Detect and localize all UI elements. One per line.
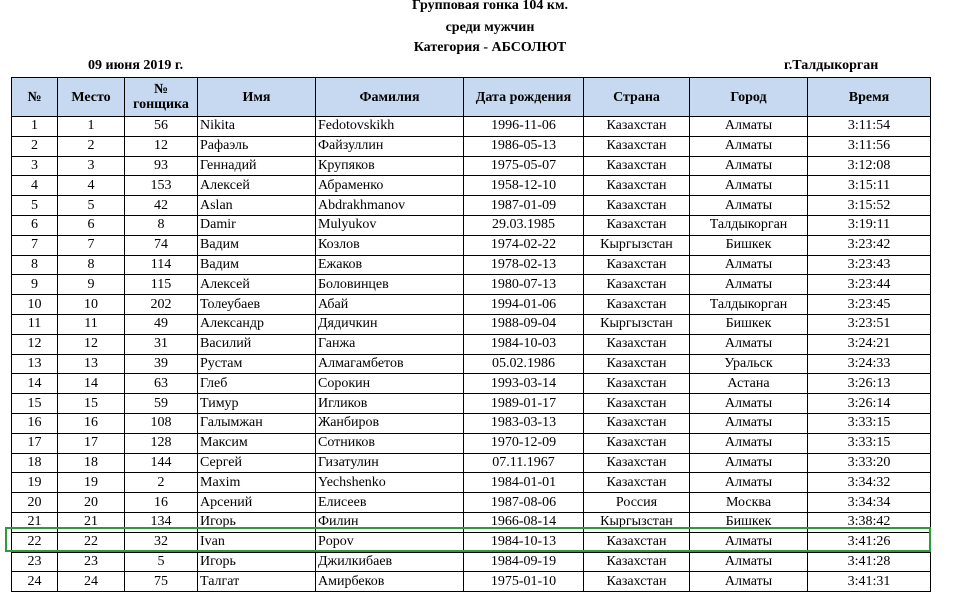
cell-num: 22 xyxy=(12,532,58,552)
cell-last-name: Дядичкин xyxy=(316,314,464,334)
cell-country: Казахстан xyxy=(584,394,690,414)
table-row xyxy=(12,255,931,275)
cell-first-name: Тимур xyxy=(198,394,316,414)
cell-first-name: Maxim xyxy=(198,473,316,493)
results-body xyxy=(12,117,931,592)
cell-last-name: Елисеев xyxy=(316,493,464,513)
cell-country: Казахстан xyxy=(584,117,690,137)
cell-birth-date: 1987-01-09 xyxy=(464,196,584,216)
cell-city: Алматы xyxy=(690,255,808,275)
cell-last-name: Fedotovskikh xyxy=(316,117,464,137)
cell-first-name: Сергей xyxy=(198,453,316,473)
table-header-row xyxy=(12,78,931,117)
cell-country: Казахстан xyxy=(584,196,690,216)
col-header-place: Место xyxy=(58,78,125,117)
cell-country: Казахстан xyxy=(584,215,690,235)
cell-country: Казахстан xyxy=(584,176,690,196)
cell-place: 12 xyxy=(58,334,125,354)
cell-time: 3:23:45 xyxy=(808,295,931,315)
cell-birth-date: 1988-09-04 xyxy=(464,314,584,334)
cell-place: 10 xyxy=(58,295,125,315)
cell-num: 8 xyxy=(12,255,58,275)
cell-city: Алматы xyxy=(690,394,808,414)
cell-time: 3:33:20 xyxy=(808,453,931,473)
cell-first-name: Aslan xyxy=(198,196,316,216)
race-category: Категория - АБСОЛЮТ xyxy=(413,40,567,55)
col-header-country: Страна xyxy=(584,78,690,117)
cell-time: 3:24:21 xyxy=(808,334,931,354)
cell-birth-date: 1984-09-19 xyxy=(464,552,584,572)
cell-country: Кыргызстан xyxy=(584,512,690,532)
cell-num: 19 xyxy=(12,473,58,493)
cell-rider-num: 108 xyxy=(125,413,198,433)
cell-last-name: Абраменко xyxy=(316,176,464,196)
cell-first-name: Вадим xyxy=(198,235,316,255)
cell-city: Астана xyxy=(690,374,808,394)
cell-rider-num: 153 xyxy=(125,176,198,196)
cell-birth-date: 1983-03-13 xyxy=(464,413,584,433)
table-row xyxy=(12,156,931,176)
cell-last-name: Крупяков xyxy=(316,156,464,176)
cell-time: 3:23:42 xyxy=(808,235,931,255)
cell-birth-date: 1978-02-13 xyxy=(464,255,584,275)
cell-place: 4 xyxy=(58,176,125,196)
table-row xyxy=(12,334,931,354)
cell-num: 11 xyxy=(12,314,58,334)
cell-num: 23 xyxy=(12,552,58,572)
cell-country: Казахстан xyxy=(584,374,690,394)
cell-place: 8 xyxy=(58,255,125,275)
cell-city: Москва xyxy=(690,493,808,513)
cell-last-name: Абай xyxy=(316,295,464,315)
cell-rider-num: 8 xyxy=(125,215,198,235)
cell-num: 9 xyxy=(12,275,58,295)
cell-birth-date: 1996-11-06 xyxy=(464,117,584,137)
cell-rider-num: 128 xyxy=(125,433,198,453)
col-header-time: Время xyxy=(808,78,931,117)
table-row xyxy=(12,136,931,156)
cell-time: 3:23:43 xyxy=(808,255,931,275)
cell-first-name: Damir xyxy=(198,215,316,235)
cell-first-name: Геннадий xyxy=(198,156,316,176)
cell-time: 3:26:13 xyxy=(808,374,931,394)
cell-first-name: Рустам xyxy=(198,354,316,374)
cell-num: 12 xyxy=(12,334,58,354)
cell-city: Уральск xyxy=(690,354,808,374)
cell-time: 3:34:32 xyxy=(808,473,931,493)
table-row xyxy=(12,394,931,414)
cell-first-name: Максим xyxy=(198,433,316,453)
cell-last-name: Ежаков xyxy=(316,255,464,275)
cell-city: Алматы xyxy=(690,473,808,493)
cell-place: 20 xyxy=(58,493,125,513)
cell-country: Казахстан xyxy=(584,334,690,354)
cell-place: 11 xyxy=(58,314,125,334)
cell-time: 3:34:34 xyxy=(808,493,931,513)
cell-country: Казахстан xyxy=(584,295,690,315)
cell-birth-date: 1975-01-10 xyxy=(464,572,584,592)
cell-city: Алматы xyxy=(690,136,808,156)
cell-place: 19 xyxy=(58,473,125,493)
cell-place: 6 xyxy=(58,215,125,235)
table-row xyxy=(12,235,931,255)
cell-city: Алматы xyxy=(690,532,808,552)
cell-first-name: Галымжан xyxy=(198,413,316,433)
table-row xyxy=(12,532,931,552)
cell-rider-num: 93 xyxy=(125,156,198,176)
table-row xyxy=(12,572,931,592)
cell-last-name: Боловинцев xyxy=(316,275,464,295)
cell-num: 1 xyxy=(12,117,58,137)
cell-rider-num: 49 xyxy=(125,314,198,334)
race-title: Групповая гонка 104 км. xyxy=(411,0,569,13)
cell-rider-num: 114 xyxy=(125,255,198,275)
cell-first-name: Вадим xyxy=(198,255,316,275)
cell-city: Бишкек xyxy=(690,512,808,532)
cell-place: 9 xyxy=(58,275,125,295)
cell-rider-num: 115 xyxy=(125,275,198,295)
cell-birth-date: 1984-10-03 xyxy=(464,334,584,354)
cell-birth-date: 1974-02-22 xyxy=(464,235,584,255)
table-row xyxy=(12,176,931,196)
cell-birth-date: 07.11.1967 xyxy=(464,453,584,473)
cell-city: Алматы xyxy=(690,572,808,592)
cell-birth-date: 05.02.1986 xyxy=(464,354,584,374)
table-row xyxy=(12,493,931,513)
cell-rider-num: 39 xyxy=(125,354,198,374)
cell-place: 7 xyxy=(58,235,125,255)
cell-first-name: Глеб xyxy=(198,374,316,394)
col-header-rider-num: № гонщика xyxy=(125,78,198,117)
cell-rider-num: 56 xyxy=(125,117,198,137)
cell-country: Казахстан xyxy=(584,255,690,275)
col-header-birth-date: Дата рождения xyxy=(464,78,584,117)
results-table xyxy=(11,77,931,592)
cell-first-name: Игорь xyxy=(198,512,316,532)
cell-place: 14 xyxy=(58,374,125,394)
cell-country: Кыргызстан xyxy=(584,235,690,255)
cell-place: 2 xyxy=(58,136,125,156)
cell-time: 3:41:26 xyxy=(808,532,931,552)
cell-city: Алматы xyxy=(690,176,808,196)
cell-num: 4 xyxy=(12,176,58,196)
cell-city: Алматы xyxy=(690,552,808,572)
cell-last-name: Филин xyxy=(316,512,464,532)
cell-birth-date: 1980-07-13 xyxy=(464,275,584,295)
cell-birth-date: 1966-08-14 xyxy=(464,512,584,532)
cell-city: Бишкек xyxy=(690,235,808,255)
cell-city: Алматы xyxy=(690,156,808,176)
cell-last-name: Сотников xyxy=(316,433,464,453)
cell-first-name: Александр xyxy=(198,314,316,334)
cell-country: Казахстан xyxy=(584,354,690,374)
cell-place: 1 xyxy=(58,117,125,137)
cell-place: 16 xyxy=(58,413,125,433)
table-row xyxy=(12,473,931,493)
race-subtitle: среди мужчин xyxy=(445,20,535,35)
cell-country: Казахстан xyxy=(584,572,690,592)
table-row xyxy=(12,354,931,374)
cell-birth-date: 1987-08-06 xyxy=(464,493,584,513)
cell-rider-num: 2 xyxy=(125,473,198,493)
cell-last-name: Abdrakhmanov xyxy=(316,196,464,216)
cell-city: Алматы xyxy=(690,413,808,433)
cell-place: 5 xyxy=(58,196,125,216)
cell-rider-num: 31 xyxy=(125,334,198,354)
cell-country: Казахстан xyxy=(584,433,690,453)
cell-rider-num: 202 xyxy=(125,295,198,315)
cell-last-name: Игликов xyxy=(316,394,464,414)
cell-city: Талдыкорган xyxy=(690,295,808,315)
cell-time: 3:24:33 xyxy=(808,354,931,374)
cell-first-name: Толеубаев xyxy=(198,295,316,315)
cell-first-name: Василий xyxy=(198,334,316,354)
cell-first-name: Алексей xyxy=(198,275,316,295)
cell-num: 16 xyxy=(12,413,58,433)
cell-rider-num: 32 xyxy=(125,532,198,552)
cell-birth-date: 29.03.1985 xyxy=(464,215,584,235)
cell-birth-date: 1993-03-14 xyxy=(464,374,584,394)
cell-last-name: Ганжа xyxy=(316,334,464,354)
cell-time: 3:38:42 xyxy=(808,512,931,532)
table-row xyxy=(12,433,931,453)
cell-place: 3 xyxy=(58,156,125,176)
col-header-city: Город xyxy=(690,78,808,117)
cell-num: 21 xyxy=(12,512,58,532)
cell-num: 10 xyxy=(12,295,58,315)
cell-num: 14 xyxy=(12,374,58,394)
cell-time: 3:11:54 xyxy=(808,117,931,137)
cell-city: Бишкек xyxy=(690,314,808,334)
cell-first-name: Игорь xyxy=(198,552,316,572)
table-row xyxy=(12,552,931,572)
cell-place: 24 xyxy=(58,572,125,592)
cell-first-name: Ivan xyxy=(198,532,316,552)
col-header-num: № xyxy=(12,78,58,117)
cell-city: Алматы xyxy=(690,334,808,354)
cell-place: 15 xyxy=(58,394,125,414)
cell-time: 3:33:15 xyxy=(808,433,931,453)
cell-place: 18 xyxy=(58,453,125,473)
cell-birth-date: 1975-05-07 xyxy=(464,156,584,176)
table-row xyxy=(12,453,931,473)
table-row xyxy=(12,295,931,315)
cell-num: 5 xyxy=(12,196,58,216)
cell-last-name: Жанбиров xyxy=(316,413,464,433)
table-row xyxy=(12,374,931,394)
cell-birth-date: 1994-01-06 xyxy=(464,295,584,315)
cell-time: 3:23:51 xyxy=(808,314,931,334)
cell-last-name: Козлов xyxy=(316,235,464,255)
cell-birth-date: 1989-01-17 xyxy=(464,394,584,414)
col-header-last-name: Фамилия xyxy=(316,78,464,117)
cell-num: 13 xyxy=(12,354,58,374)
cell-country: Казахстан xyxy=(584,156,690,176)
race-date: 09 июня 2019 г. xyxy=(88,58,184,73)
cell-last-name: Popov xyxy=(316,532,464,552)
table-row xyxy=(12,196,931,216)
cell-place: 22 xyxy=(58,532,125,552)
table-row xyxy=(12,275,931,295)
cell-time: 3:19:11 xyxy=(808,215,931,235)
cell-country: Казахстан xyxy=(584,532,690,552)
cell-num: 2 xyxy=(12,136,58,156)
cell-rider-num: 42 xyxy=(125,196,198,216)
cell-last-name: Джилкибаев xyxy=(316,552,464,572)
cell-city: Алматы xyxy=(690,433,808,453)
cell-last-name: Файзуллин xyxy=(316,136,464,156)
cell-country: Казахстан xyxy=(584,473,690,493)
cell-first-name: Арсений xyxy=(198,493,316,513)
cell-city: Алматы xyxy=(690,196,808,216)
table-row xyxy=(12,117,931,137)
cell-first-name: Рафаэль xyxy=(198,136,316,156)
cell-time: 3:41:28 xyxy=(808,552,931,572)
cell-last-name: Алмагамбетов xyxy=(316,354,464,374)
cell-rider-num: 5 xyxy=(125,552,198,572)
cell-time: 3:15:11 xyxy=(808,176,931,196)
cell-rider-num: 63 xyxy=(125,374,198,394)
cell-last-name: Mulyukov xyxy=(316,215,464,235)
cell-city: Алматы xyxy=(690,453,808,473)
table-row xyxy=(12,314,931,334)
cell-first-name: Талгат xyxy=(198,572,316,592)
cell-place: 13 xyxy=(58,354,125,374)
cell-last-name: Yechshenko xyxy=(316,473,464,493)
cell-country: Казахстан xyxy=(584,136,690,156)
cell-last-name: Гизатулин xyxy=(316,453,464,473)
cell-num: 18 xyxy=(12,453,58,473)
table-row xyxy=(12,512,931,532)
cell-num: 6 xyxy=(12,215,58,235)
cell-city: Талдыкорган xyxy=(690,215,808,235)
cell-rider-num: 134 xyxy=(125,512,198,532)
cell-last-name: Сорокин xyxy=(316,374,464,394)
cell-place: 23 xyxy=(58,552,125,572)
cell-country: Казахстан xyxy=(584,275,690,295)
col-header-first-name: Имя xyxy=(198,78,316,117)
cell-rider-num: 12 xyxy=(125,136,198,156)
cell-city: Алматы xyxy=(690,117,808,137)
cell-rider-num: 59 xyxy=(125,394,198,414)
cell-rider-num: 144 xyxy=(125,453,198,473)
cell-country: Казахстан xyxy=(584,453,690,473)
cell-time: 3:41:31 xyxy=(808,572,931,592)
cell-time: 3:26:14 xyxy=(808,394,931,414)
cell-num: 17 xyxy=(12,433,58,453)
cell-time: 3:11:56 xyxy=(808,136,931,156)
cell-country: Кыргызстан xyxy=(584,314,690,334)
cell-place: 21 xyxy=(58,512,125,532)
cell-city: Алматы xyxy=(690,275,808,295)
cell-time: 3:33:15 xyxy=(808,413,931,433)
cell-rider-num: 75 xyxy=(125,572,198,592)
cell-place: 17 xyxy=(58,433,125,453)
cell-birth-date: 1986-05-13 xyxy=(464,136,584,156)
cell-birth-date: 1958-12-10 xyxy=(464,176,584,196)
cell-birth-date: 1970-12-09 xyxy=(464,433,584,453)
cell-num: 7 xyxy=(12,235,58,255)
cell-time: 3:15:52 xyxy=(808,196,931,216)
cell-num: 20 xyxy=(12,493,58,513)
cell-country: Россия xyxy=(584,493,690,513)
cell-first-name: Алексей xyxy=(198,176,316,196)
cell-rider-num: 16 xyxy=(125,493,198,513)
cell-time: 3:23:44 xyxy=(808,275,931,295)
cell-birth-date: 1984-10-13 xyxy=(464,532,584,552)
table-row xyxy=(12,413,931,433)
cell-country: Казахстан xyxy=(584,552,690,572)
cell-country: Казахстан xyxy=(584,413,690,433)
cell-birth-date: 1984-01-01 xyxy=(464,473,584,493)
cell-num: 24 xyxy=(12,572,58,592)
cell-num: 15 xyxy=(12,394,58,414)
cell-rider-num: 74 xyxy=(125,235,198,255)
cell-first-name: Nikita xyxy=(198,117,316,137)
cell-num: 3 xyxy=(12,156,58,176)
table-row xyxy=(12,215,931,235)
race-city: г.Талдыкорган xyxy=(784,58,879,73)
cell-last-name: Амирбеков xyxy=(316,572,464,592)
cell-time: 3:12:08 xyxy=(808,156,931,176)
